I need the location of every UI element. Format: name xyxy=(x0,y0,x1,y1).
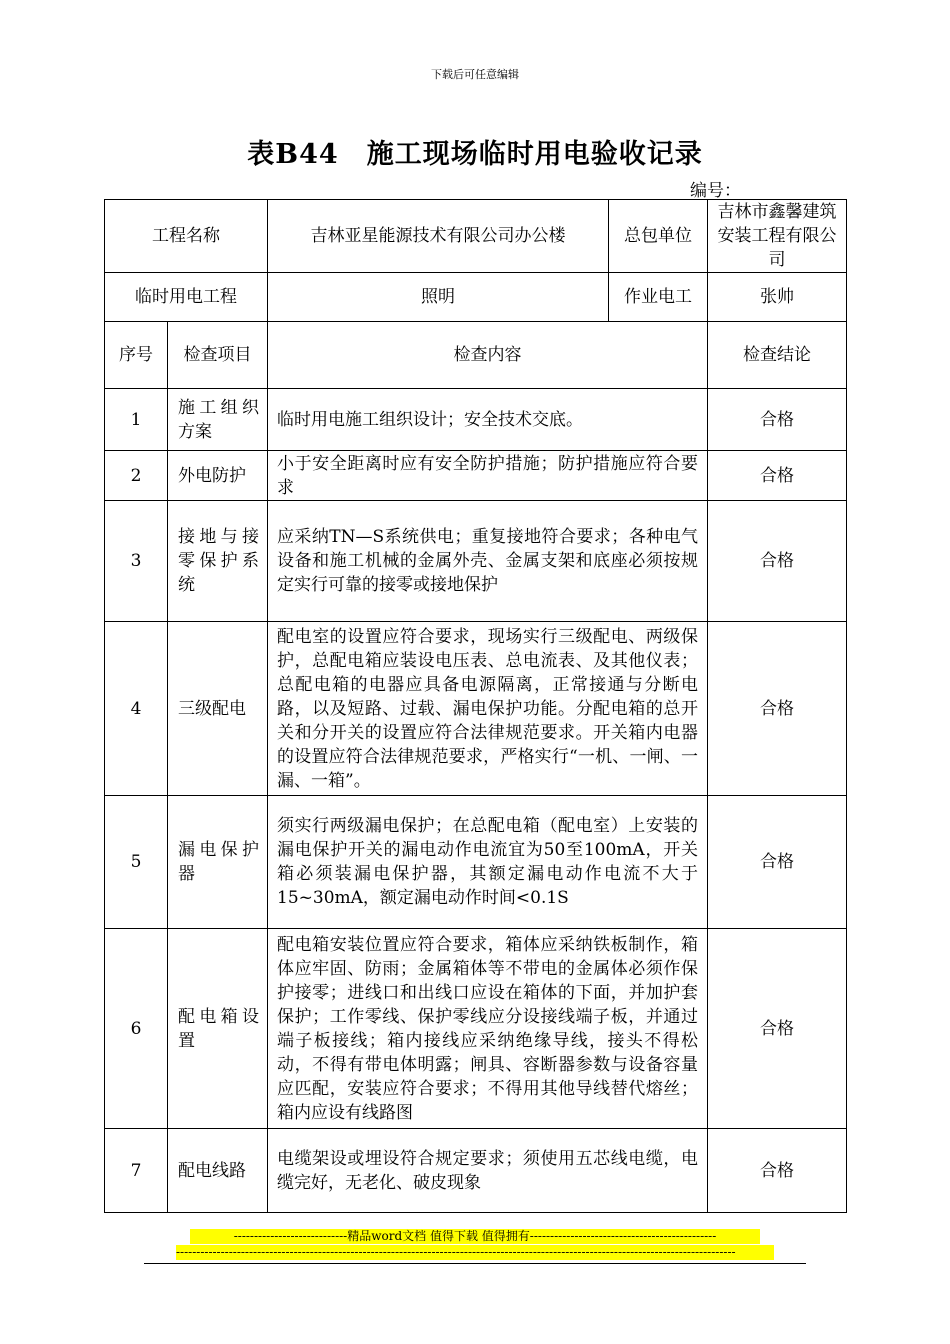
footer-banner-line1: ----------------------------精品word文档 值得下载 值得拥有---------------------------------------------- xyxy=(190,1229,760,1244)
row-result: 合格 xyxy=(708,622,847,796)
col-header-content: 检查内容 xyxy=(268,322,708,389)
row-no: 1 xyxy=(105,389,168,451)
row-no: 2 xyxy=(105,451,168,501)
row-content: 小于安全距离时应有安全防护措施；防护措施应符合要求 xyxy=(268,451,708,501)
row-result: 合格 xyxy=(708,501,847,622)
row-result: 合格 xyxy=(708,451,847,501)
info-row-project xyxy=(105,200,847,273)
temp-power-value: 照明 xyxy=(268,273,609,322)
row-item: 接地与接零保护系统 xyxy=(168,501,268,622)
contractor-label: 总包单位 xyxy=(609,200,708,273)
table-row xyxy=(105,451,847,501)
electrician-value: 张帅 xyxy=(708,273,847,322)
table-row xyxy=(105,389,847,451)
row-no: 4 xyxy=(105,622,168,796)
row-item: 施工组织方案 xyxy=(168,389,268,451)
row-no: 5 xyxy=(105,796,168,929)
col-header-item: 检查项目 xyxy=(168,322,268,389)
row-item: 配电线路 xyxy=(168,1129,268,1213)
row-result: 合格 xyxy=(708,389,847,451)
project-name-value: 吉林亚星能源技术有限公司办公楼 xyxy=(268,200,609,273)
serial-number-label: 编号： xyxy=(690,181,741,201)
table-row xyxy=(105,501,847,622)
col-header-conclusion: 检查结论 xyxy=(708,322,847,389)
row-result: 合格 xyxy=(708,929,847,1129)
row-no: 7 xyxy=(105,1129,168,1213)
footer-banner-line2: ------------------------------------------------------------------------------------------------------------------------------------------ xyxy=(176,1245,774,1260)
row-content: 须实行两级漏电保护；在总配电箱（配电室）上安装的漏电保护开关的漏电动作电流宜为50至100mA，开关箱必须装漏电保护器，其额定漏电动作电流不大于15~30mA，额定漏电动作时间<0.1S xyxy=(268,796,708,929)
row-content: 电缆架设或埋设符合规定要求；须使用五芯线电缆，电缆完好，无老化、破皮现象 xyxy=(268,1129,708,1213)
row-item: 漏电保护器 xyxy=(168,796,268,929)
header-note: 下载后可任意编辑 xyxy=(431,68,519,81)
row-content: 配电室的设置应符合要求，现场实行三级配电、两级保护，总配电箱应装设电压表、总电流表、及其他仪表；总配电箱的电器应具备电源隔离，正常接通与分断电路，以及短路、过载、漏电保护功能。分配电箱的总开关和分开关的设置应符合法律规范要求。开关箱内电器的设置应符合法律规范要求，严格实行“一机、一闸、一漏、一箱”。 xyxy=(268,622,708,796)
row-item: 三级配电 xyxy=(168,622,268,796)
project-name-label: 工程名称 xyxy=(105,200,268,273)
row-result: 合格 xyxy=(708,796,847,929)
row-result: 合格 xyxy=(708,1129,847,1213)
contractor-value: 吉林市鑫馨建筑安装工程有限公司 xyxy=(708,200,847,273)
table-row xyxy=(105,1129,847,1213)
footer-divider xyxy=(144,1263,806,1264)
row-content: 应采纳TN—S系统供电；重复接地符合要求；各种电气设备和施工机械的金属外壳、金属支架和底座必须按规定实行可靠的接零或接地保护 xyxy=(268,501,708,622)
electrician-label: 作业电工 xyxy=(609,273,708,322)
row-no: 6 xyxy=(105,929,168,1129)
row-item: 外电防护 xyxy=(168,451,268,501)
row-content: 临时用电施工组织设计；安全技术交底。 xyxy=(268,389,708,451)
temp-power-label: 临时用电工程 xyxy=(105,273,268,322)
col-header-no: 序号 xyxy=(105,322,168,389)
row-content: 配电箱安装位置应符合要求，箱体应采纳铁板制作，箱体应牢固、防雨；金属箱体等不带电的金属体必须作保护接零；进线口和出线口应设在箱体的下面，并加护套保护；工作零线、保护零线应分设接线端子板，并通过端子板接线；箱内接线应采纳绝缘导线，接头不得松动，不得有带电体明露；闸具、容断器参数与设备容量应匹配，安装应符合要求；不得用其他导线替代熔丝；箱内应设有线路图 xyxy=(268,929,708,1129)
row-no: 3 xyxy=(105,501,168,622)
table-row xyxy=(105,622,847,796)
column-header-row xyxy=(105,322,847,389)
info-row-power xyxy=(105,273,847,322)
row-item: 配电箱设置 xyxy=(168,929,268,1129)
page-title: 表B44 施工现场临时用电验收记录 xyxy=(247,139,703,170)
acceptance-record-table xyxy=(104,199,847,1213)
table-row xyxy=(105,929,847,1129)
table-row xyxy=(105,796,847,929)
